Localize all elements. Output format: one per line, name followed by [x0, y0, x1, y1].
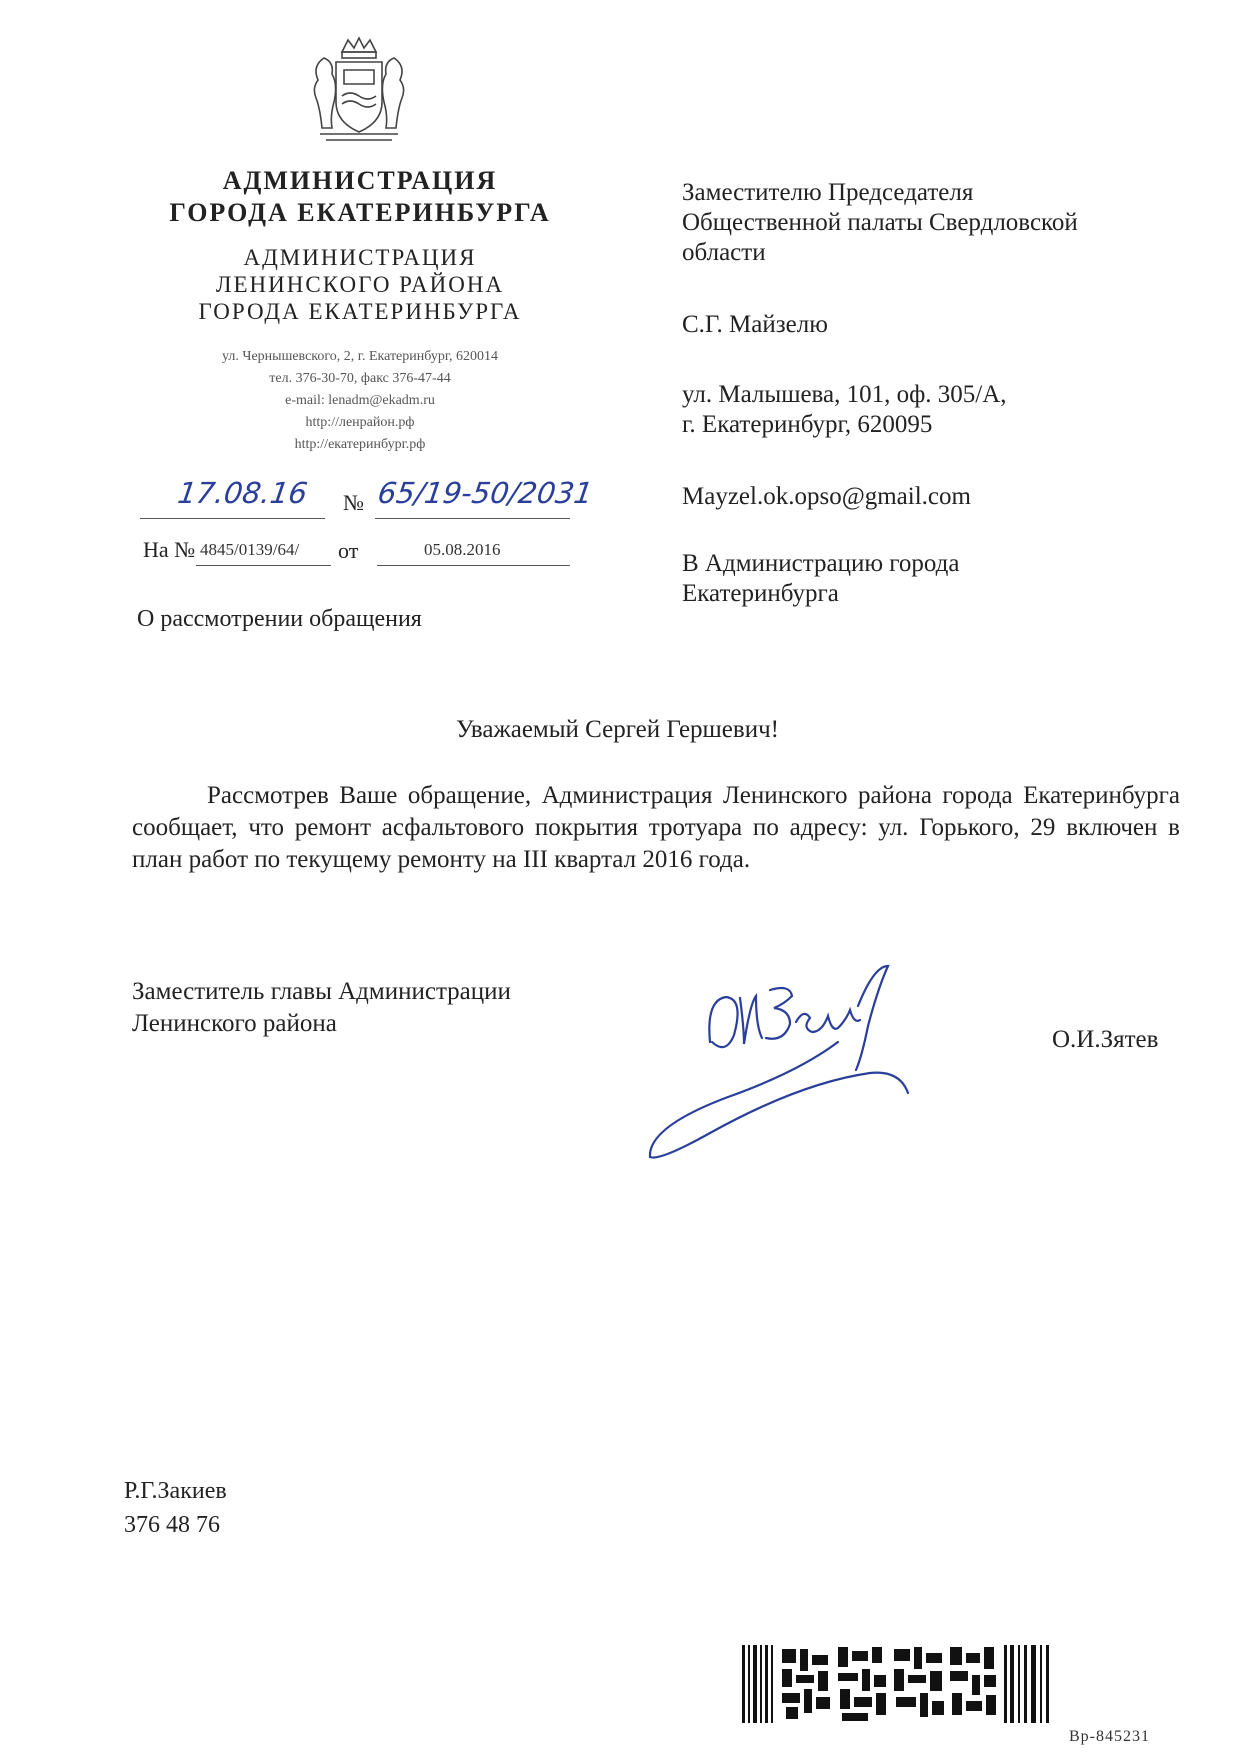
letter-body: Рассмотрев Ваше обращение, Администрация Ленинского района города Екатеринбурга сообщает, что ремонт асфальтового покрытия тротуара по адресу: ул. Горького, 29 включен в план работ по текущему ремонту на III квартал 2016 года. — [132, 782, 1180, 873]
coat-of-arms-emblem — [300, 30, 418, 148]
signer-position — [132, 976, 511, 1040]
registration-number-label: № — [343, 490, 364, 515]
recipient-line-2: Общественной палаты Свердловской — [682, 209, 1078, 236]
registration-number: 65/19-50/2031 — [375, 476, 595, 510]
reference-date-underline — [377, 565, 570, 566]
department-name — [110, 244, 610, 325]
letterhead-contacts — [110, 346, 610, 456]
recipient-address-1: ул. Малышева, 101, оф. 305/А, — [682, 381, 1007, 408]
letterhead-site-1: http://ленрайон.рф — [305, 415, 415, 430]
dept-line-2: ЛЕНИНСКОГО РАЙОНА — [215, 272, 505, 297]
reference-from-label: от — [338, 538, 359, 563]
signer-position-1: Заместитель главы Администрации — [132, 978, 511, 1005]
reference-label: На № — [143, 537, 196, 562]
reg-number-underline — [375, 518, 570, 519]
executor-info — [124, 1474, 227, 1542]
org-line-2: ГОРОДА ЕКАТЕРИНБУРГА — [169, 198, 551, 227]
reference-number-underline — [196, 565, 331, 566]
recipient-email: Mayzel.ok.opso@gmail.com — [682, 483, 971, 510]
recipient-copy-1: В Администрацию города — [682, 550, 960, 577]
reg-date-underline — [140, 518, 325, 519]
reference-number: 4845/0139/64/ — [200, 540, 300, 559]
handwritten-signature — [610, 950, 1030, 1180]
recipient-name: С.Г. Майзелю — [682, 311, 828, 338]
barcode-number: Вр-845231 — [1069, 1728, 1150, 1745]
registration-date: 17.08.16 — [175, 476, 310, 510]
letterhead-email: e-mail: lenadm@ekadm.ru — [285, 393, 435, 408]
letterhead-phone: тел. 376-30-70, факс 376-47-44 — [269, 371, 451, 386]
recipient-copy-2: Екатеринбурга — [682, 580, 839, 607]
executor-name: Р.Г.Закиев — [124, 1478, 227, 1504]
recipient-line-1: Заместителю Председателя — [682, 179, 974, 206]
recipient-address — [682, 380, 1182, 440]
letterhead-site-2: http://екатеринбург.рф — [294, 437, 426, 452]
greeting: Уважаемый Сергей Гершевич! — [456, 716, 779, 743]
organization-name — [110, 165, 610, 229]
letterhead-address: ул. Чернышевского, 2, г. Екатеринбург, 620014 — [221, 349, 499, 364]
recipient-copy — [682, 549, 1182, 609]
recipient-position — [682, 178, 1182, 268]
reference-date: 05.08.2016 — [424, 540, 501, 559]
signer-position-2: Ленинского района — [132, 1010, 337, 1037]
recipient-line-3: области — [682, 239, 766, 266]
document-barcode — [742, 1645, 1054, 1723]
dept-line-3: ГОРОДА ЕКАТЕРИНБУРГА — [198, 299, 522, 324]
signer-name: О.И.Зятев — [1052, 1026, 1159, 1053]
letter-subject: О рассмотрении обращения — [137, 606, 422, 632]
executor-phone: 376 48 76 — [124, 1512, 220, 1538]
recipient-address-2: г. Екатеринбург, 620095 — [682, 411, 933, 438]
dept-line-1: АДМИНИСТРАЦИЯ — [243, 245, 477, 270]
org-line-1: АДМИНИСТРАЦИЯ — [222, 166, 498, 195]
